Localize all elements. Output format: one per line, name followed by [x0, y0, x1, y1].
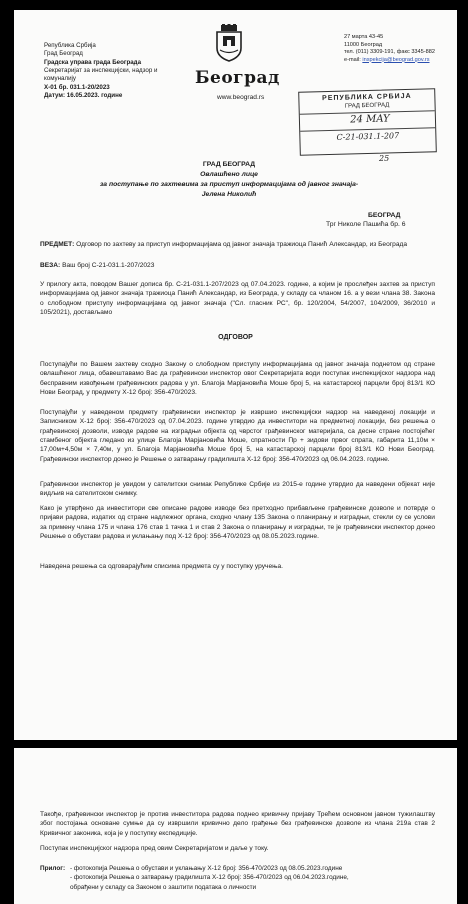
contact-city: 11000 Београд — [344, 41, 383, 48]
stamp-date: 24 MAY — [350, 113, 390, 126]
sender-line: Република Србија — [44, 42, 96, 49]
brand-logotype: Београд — [195, 68, 280, 88]
attachment-item: - фотокопија Решења о обустави и уклањању X-12 број: 356-470/2023 од 08.05.2023.године — [70, 865, 343, 872]
document-page-1 — [14, 10, 457, 740]
sender-line: Градска управа града Београда — [44, 58, 142, 66]
sender-block — [44, 42, 184, 101]
attachments-block — [40, 864, 440, 892]
intro-paragraph: У прилогу акта, поводом Вашег дописа бр. С-21-031.1-207/2023 од 07.04.2023. године, а којим је прослеђен захтев за приступ информацијама од јавног значаја тражиоца Панић Александар, из Београда, у складу са чланом 16. а у вези члана 38. Закона о слободном приступу информацијама од јавног значаја ("Сл. гласник РС", бр. 120/2004, 54/2007, 104/2009, 36/2010 и 105/2021), достављамо — [40, 281, 435, 317]
attachment-item: обрађени у складу са Законом о заштити података о личности — [70, 883, 257, 891]
recipient-org: ГРАД БЕОГРАД — [202, 161, 256, 168]
sender-line: комуналију — [44, 75, 77, 83]
contact-phone: тел. (011) 3309-191, факс 3345-882 — [344, 49, 435, 56]
sender-date: Датум: 16.05.2023. године — [44, 92, 123, 100]
contact-address: 27 марта 43-45 — [344, 34, 384, 40]
veza-text: Ваш број С-21-031.1-207/2023 — [62, 262, 155, 269]
brand-website: www.beograd.rs — [217, 94, 265, 101]
document-page-2 — [14, 748, 457, 904]
body-paragraph: Поступајући у наведеном предмету грађевински инспектор је извршио инспекцијски надзор на наведеној локацији и Записником X-12 број: 356-470/2023 од 07.04.2023. године утврдио да инвеститори на предметној локацији, без решења о грађевинској дозволи, изводе радове на изградњи објекта од чврстог грађевинског материјала, са десне стране постојећег стамбеног објекта гледано из улице Благоја Марјановића Моше, спратности Пр + зидови првог спрата, габарита 11,10м × 17,00м+4,50м × 7,40м, у ул. Благоја Марјановића Моше број 5, на катастарској парцели број 813/1 КО Нови Београд. Грађевински инспектор донео је Решење о затварању градилишта X-12 број: 356-470/2023 од 06.04.2023. године. — [40, 409, 435, 463]
attachments-label: Прилог: — [40, 865, 66, 872]
stamp-number: С-21-031.1-207 — [336, 131, 400, 142]
page2-paragraph: Такође, грађевински инспектор је против инвеститора радова поднео кривичну пријаву Трећем основном јавном тужилаштву због постојања основане сумње да су извршили кривично дело грађење без грађевинске дозволе из члана 219а став 2 Кривичног законика, која је у поступку експедиције. — [40, 811, 435, 837]
subject-text: Одговор по захтеву за приступ информацијама од јавног значаја тражиоца Панић Александар, из Београда — [76, 241, 408, 248]
stamp-handwritten-extra: 25 — [379, 154, 390, 163]
recipient-name: Јелена Николић — [201, 190, 257, 198]
received-stamp — [298, 88, 437, 156]
subject-line — [40, 240, 435, 249]
body-paragraph: Како је утврђено да инвеститори све описане радове изводе без претходно прибављене грађевинске дозволе и потврде о пријави радова, издатих од стране надлежног органа, сходно члану 135 Закона о планирању и изградњи, стекли су се услови за примену члана 175 и члана 176 став 1 тачка 1 и став 2 Закона о планирању и изградњи, те је грађевински инспектор донео Решење о обустави радова и уклањању под X-12 број: 356-470/2023 од 08.05.2023.године. — [40, 505, 435, 541]
recipient-block — [54, 160, 404, 199]
sender-line: Град Београд — [44, 50, 83, 58]
sender-ref: X-01 бр. 031.1-20/2023 — [44, 83, 110, 91]
subject-label: ПРЕДМЕТ: — [40, 241, 75, 248]
attachment-item: - фотокопија Решења о затварању градилишта X-12 број: 356-470/2023 од 06.04.2023.године, — [70, 874, 349, 882]
contact-block — [344, 34, 454, 64]
page2-paragraph: Поступак инспекцијског надзора пред овим Секретаријатом и даље у току. — [40, 845, 269, 852]
veza-label: ВЕЗА: — [40, 262, 61, 269]
response-heading: ОДГОВОР — [218, 334, 253, 341]
stamp-title: РЕПУБЛИКА СРБИЈА — [322, 92, 412, 103]
contact-email-label: e-mail: — [344, 56, 363, 63]
contact-email-link[interactable]: inspekcija@beograd.gov.rs — [362, 56, 430, 63]
recipient-street: Трг Николе Пашића бр. 6 — [326, 221, 406, 228]
veza-line — [40, 261, 435, 270]
recipient-purpose: за поступање по захтевима за приступ информацијама од јавног значаја- — [99, 180, 359, 188]
attachment-row — [40, 864, 440, 873]
recipient-city: БЕОГРАД — [368, 212, 401, 219]
body-paragraph: Поступајући по Вашем захтеву сходно Закону о слободном приступу информацијама од јавног значаја поднетом од стране овлашћеног лица, обавештавамо Вас да грађевински инспектор овог Секретаријата води поступак инспекцијског надзора над бесправним извођењем грађевинских радова у ул. Благоја Марјановића Моше број 5, на катастарској парцели број 813/1 КО Нови Београд, у предмету X-12 број: 356-470/2023. — [40, 361, 435, 397]
body-paragraph: Грађевински инспектор је увидом у сателитски снимак Републике Србије из 2015-е године утврдио да наведени објекат није видљив на сателитском снимку. — [40, 481, 435, 498]
sender-line: Секретаријат за инспекцијски, надзор и — [44, 67, 158, 75]
contact-email-line — [344, 57, 454, 65]
stamp-city: ГРАД БЕОГРАД — [344, 102, 390, 110]
recipient-role: Овлашћено лице — [200, 170, 258, 178]
body-paragraph: Наведена решења са одговарајућим списима предмета су у поступку уручења. — [40, 563, 283, 570]
belgrade-coat-of-arms-icon — [214, 24, 244, 62]
